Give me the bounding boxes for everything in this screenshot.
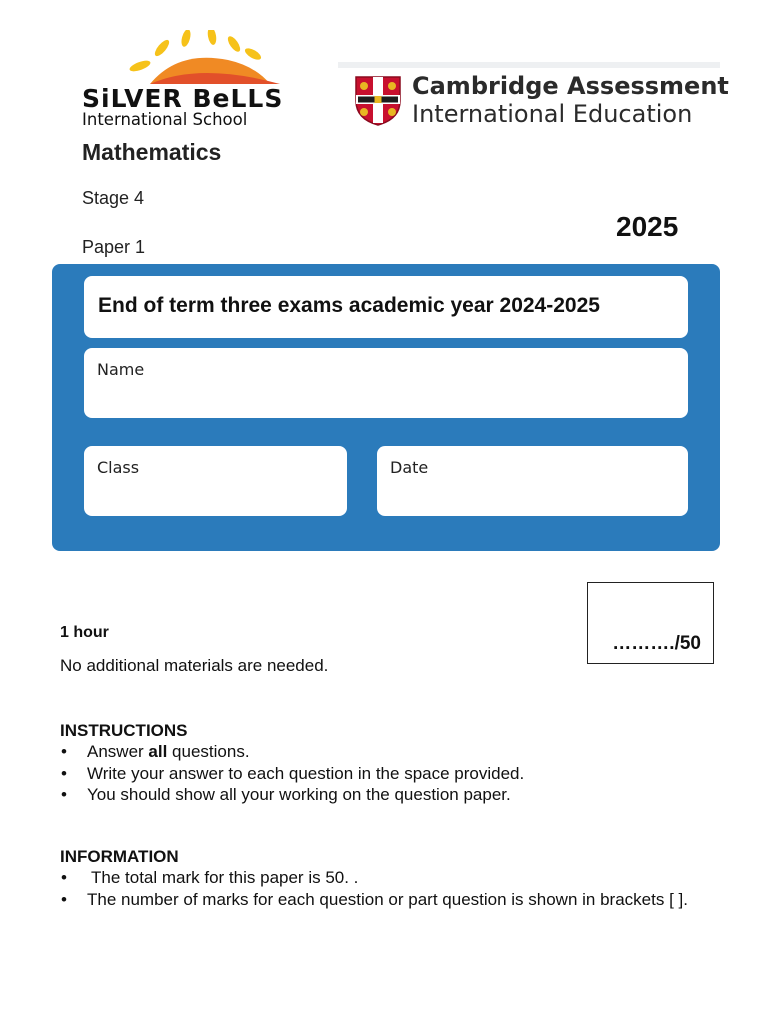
score-text: ………./50 [612, 633, 701, 654]
sun-logo-icon [120, 30, 290, 86]
candidate-details-panel [52, 264, 720, 551]
date-field[interactable] [377, 446, 688, 516]
paper-label: Paper 1 [82, 237, 146, 257]
exam-duration: 1 hour [60, 624, 109, 641]
school-name: SiLVER BeLLS [82, 84, 284, 113]
exam-title-box [84, 276, 688, 338]
list-item: • The total mark for this paper is 50. . [61, 868, 359, 887]
materials-note: No additional materials are needed. [60, 656, 329, 675]
name-label: Name [97, 360, 145, 379]
cambridge-line2: International Education [412, 100, 693, 128]
class-label: Class [97, 458, 140, 477]
exam-year: 2025 [616, 211, 679, 242]
list-item: • Write your answer to each question in the space provided. [61, 763, 525, 783]
instructions-heading: INSTRUCTIONS [60, 721, 188, 740]
class-field[interactable] [84, 446, 347, 516]
information-heading: INFORMATION [60, 847, 179, 866]
score-box [587, 582, 714, 664]
school-subtitle: International School [82, 110, 248, 129]
information-list [59, 867, 688, 911]
school-logo [80, 30, 320, 130]
stage-label: Stage 4 [82, 188, 145, 208]
list-item: • Answer all questions. [61, 742, 250, 761]
cambridge-line1: Cambridge Assessment [412, 72, 729, 100]
list-item: • The number of marks for each question or part question is shown in brackets [ ]. [61, 890, 688, 909]
cambridge-crest-icon [354, 75, 402, 127]
name-field[interactable] [84, 348, 688, 418]
subject-title: Mathematics [82, 139, 222, 165]
instructions-list [59, 741, 524, 806]
list-item: • You should show all your working on the question paper. [61, 785, 511, 804]
exam-title: End of term three exams academic year 2024-2025 [98, 294, 600, 317]
logo-divider [338, 62, 720, 68]
date-label: Date [390, 458, 429, 477]
cambridge-logo [338, 62, 729, 134]
